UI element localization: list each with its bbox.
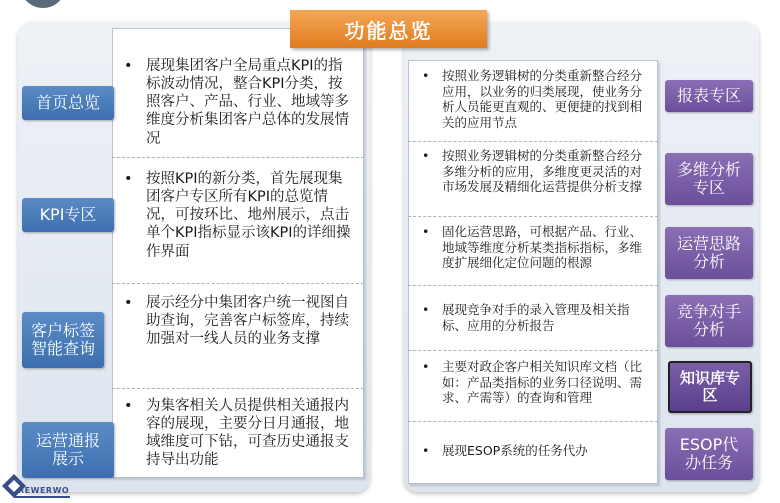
desc-text: 按照业务逻辑树的分类重新整合经分应用，以业务的归类展现，使业务分析人员能更直观的、更便捷的找到相关的应用节点 xyxy=(442,68,643,130)
tag-competitor-analysis[interactable] xyxy=(665,295,753,347)
desc-ops-report xyxy=(124,397,358,470)
left-divider xyxy=(112,283,364,284)
tag-label: 运营通报展示 xyxy=(35,430,100,468)
tag-label: 知识库专区 xyxy=(679,368,740,404)
desc-text: 展现集团客户全局重点KPI的指标波动情况，整合KPI分类，按照客户、产品、行业、地域等多维度分析集团客户总体的发展情况 xyxy=(146,58,349,147)
corner-decoration xyxy=(20,0,66,8)
tag-customer-tag-query[interactable] xyxy=(22,312,104,368)
tag-esop-tasks[interactable] xyxy=(665,428,753,480)
bullet: • xyxy=(422,443,430,458)
desc-text: 主要对政企客户相关知识库文档（比如：产品类指标的业务口径说明、需求、产需等）的查询和管理 xyxy=(442,359,643,406)
desc-report-zone xyxy=(422,68,650,131)
tag-label: KPI专区 xyxy=(39,204,97,224)
tag-report-zone[interactable] xyxy=(665,80,753,112)
company-logo-text: REWERWO xyxy=(18,486,70,495)
desc-text: 展示经分中集团客户统一视图自助查询，完善客户标签库，持续加强对一线人员的业务支撑 xyxy=(146,295,349,348)
right-divider xyxy=(408,421,658,422)
bullet: • xyxy=(124,398,133,414)
tag-knowledge-base[interactable] xyxy=(668,361,752,413)
right-divider xyxy=(408,285,658,286)
desc-text: 按照KPI的新分类，首先展现集团客户专区所有KPI的总览情况，可按环比、地州展示，点击单个KPI指标显示该KPI的详细操作界面 xyxy=(146,171,351,260)
left-divider xyxy=(112,388,364,389)
right-divider xyxy=(408,141,658,142)
desc-esop-tasks xyxy=(422,443,650,459)
desc-ops-idea-analysis xyxy=(422,224,650,271)
right-divider xyxy=(408,216,658,217)
tag-ops-idea-analysis[interactable] xyxy=(665,227,753,279)
tag-label: 多维分析专区 xyxy=(676,159,741,197)
bullet: • xyxy=(124,171,133,187)
desc-kpi-zone xyxy=(124,170,352,261)
company-logo-icon xyxy=(0,466,72,503)
desc-competitor-analysis xyxy=(422,302,650,333)
desc-text: 固化运营思路，可根据产品、行业、地域等维度分析某类指标指标，多维度扩展细化定位问题的根源 xyxy=(442,224,643,271)
desc-text: 为集客相关人员提供相关通报内容的展现，主要分日月通报，地域维度可下钻，可查历史通报支持导出功能 xyxy=(146,398,349,469)
tag-kpi-zone[interactable] xyxy=(22,198,114,232)
desc-customer-tag-query xyxy=(124,294,352,348)
desc-home-overview xyxy=(124,57,352,148)
bullet: • xyxy=(422,148,430,163)
right-divider xyxy=(408,350,658,351)
bullet: • xyxy=(422,68,430,83)
tag-label: 运营思路分析 xyxy=(676,233,741,271)
desc-text: 展现ESOP系统的任务代办 xyxy=(442,443,588,458)
desc-knowledge-base xyxy=(422,359,650,406)
tag-label: 客户标签智能查询 xyxy=(30,320,95,358)
tag-label: 首页总览 xyxy=(35,92,100,112)
tag-label: ESOP代办任务 xyxy=(679,434,739,472)
page-title: 功能总览 xyxy=(290,10,487,48)
tag-label: 报表专区 xyxy=(676,85,741,105)
bullet: • xyxy=(422,302,430,317)
bullet: • xyxy=(422,359,430,374)
desc-text: 按照业务逻辑树的分类重新整合经分多维分析的应用，多维度更灵活的对市场发展及精细化运营提供分析支撑 xyxy=(442,148,643,195)
tag-multidim-analysis[interactable] xyxy=(665,153,753,205)
bullet: • xyxy=(124,58,133,74)
bullet: • xyxy=(422,224,430,239)
bullet: • xyxy=(124,295,133,311)
tag-label: 竞争对手分析 xyxy=(676,301,741,339)
desc-multidim-analysis xyxy=(422,148,650,195)
desc-text: 展现竞争对手的录入管理及相关指标、应用的分析报告 xyxy=(442,302,630,333)
tag-home-overview[interactable] xyxy=(22,86,114,120)
left-divider xyxy=(112,157,364,158)
